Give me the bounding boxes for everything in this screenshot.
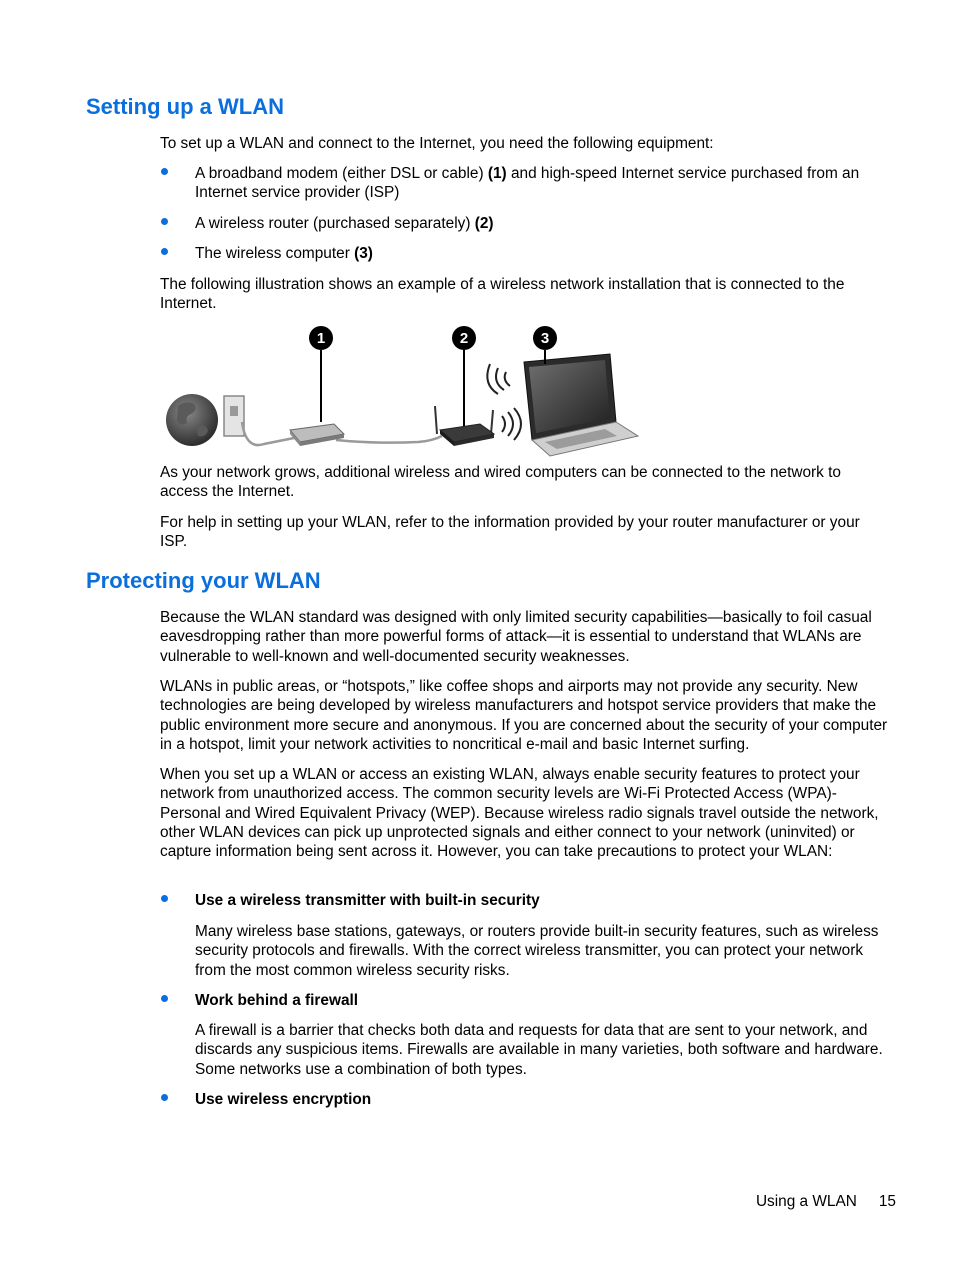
callout-2-label: 2 [459, 330, 469, 347]
footer-section-label: Using a WLAN [755, 1193, 857, 1210]
precaution-title-encryption: Use wireless encryption [195, 1091, 372, 1108]
network-grows-paragraph: As your network grows, additional wireless and wired computers can be connected to the network to access the Internet. [160, 464, 841, 501]
callout-2 [452, 326, 476, 426]
laptop-icon [524, 354, 638, 456]
modem-icon [290, 424, 344, 446]
precaution-body-transmitter: Many wireless base stations, gateways, or routers provide built-in security features, such as wireless security protocols and firewalls. With the correct wireless transmitter, you can protect your network from the most common wireless security risks. [195, 923, 879, 979]
section-heading-setting-up: Setting up a WLAN [86, 94, 284, 119]
hotspots-paragraph: WLANs in public areas, or “hotspots,” like coffee shops and airports may not provide any security. New technologies are being developed by wireless manufacturers and hotspot service providers that make the public environment more secure and anonymous. If you are concerned about the security of your computer in a hotspot, limit your network activities to noncritical e-mail and basic Internet surfing. [160, 678, 888, 753]
bullet-dot [160, 243, 170, 253]
security-features-paragraph: When you set up a WLAN or access an existing WLAN, always enable security features to protect your network from unauthorized access. The common security levels are Wi-Fi Protected Access (WPA)-Personal and Wired Equivalent Privacy (WEP). Because wireless radio signals travel outside the network, other WLAN devices can pick up unprotected signals and either connect to your network (uninvited) or capture information being sent across it. However, you can take precautions to protect your WLAN: [160, 766, 879, 861]
security-intro-paragraph: Because the WLAN standard was designed with only limited security capabilities—basically to foil casual eavesdropping rather than more powerful forms of attack—it is essential to understand that WLANs are vulnerable to well-known and well-documented security weaknesses. [160, 609, 872, 665]
wireless-network-illustration [160, 322, 644, 458]
precaution-title-transmitter: Use a wireless transmitter with built-in security [195, 892, 540, 909]
precaution-body-firewall: A firewall is a barrier that checks both data and requests for data that are sent to your network, and discards any suspicious items. Firewalls are available in many varieties, both software and hardware. Some networks use a combination of both types. [195, 1022, 883, 1078]
section-heading-protecting: Protecting your WLAN [86, 568, 321, 593]
equipment-item-computer: The wireless computer (3) [195, 245, 373, 262]
bullet-dot [160, 990, 170, 1000]
intro-paragraph: To set up a WLAN and connect to the Internet, you need the following equipment: [160, 135, 714, 152]
bullet-dot [160, 1089, 170, 1099]
callout-3 [533, 326, 557, 364]
setup-help-paragraph: For help in setting up your WLAN, refer to the information provided by your router manufacturer or your ISP. [160, 514, 860, 551]
router-cable [336, 436, 442, 443]
equipment-item-modem: A broadband modem (either DSL or cable) (1) and high-speed Internet service purchased from an Internet service provider (ISP) [195, 165, 860, 202]
bullet-dot [160, 890, 170, 900]
bullet-dot [160, 213, 170, 223]
precaution-title-firewall: Work behind a firewall [195, 992, 359, 1009]
globe-icon [166, 394, 218, 446]
wall-jack-icon [224, 396, 244, 436]
callout-3-label: 3 [540, 330, 550, 347]
page-footer [756, 1193, 896, 1211]
equipment-item-router: A wireless router (purchased separately) (2) [195, 215, 494, 232]
callout-1 [309, 326, 333, 422]
page-number: 15 [878, 1193, 896, 1210]
callout-1-label: 1 [316, 330, 326, 347]
bullet-dot [160, 163, 170, 173]
illustration-caption: The following illustration shows an example of a wireless network installation that is connected to the Internet. [160, 276, 845, 313]
